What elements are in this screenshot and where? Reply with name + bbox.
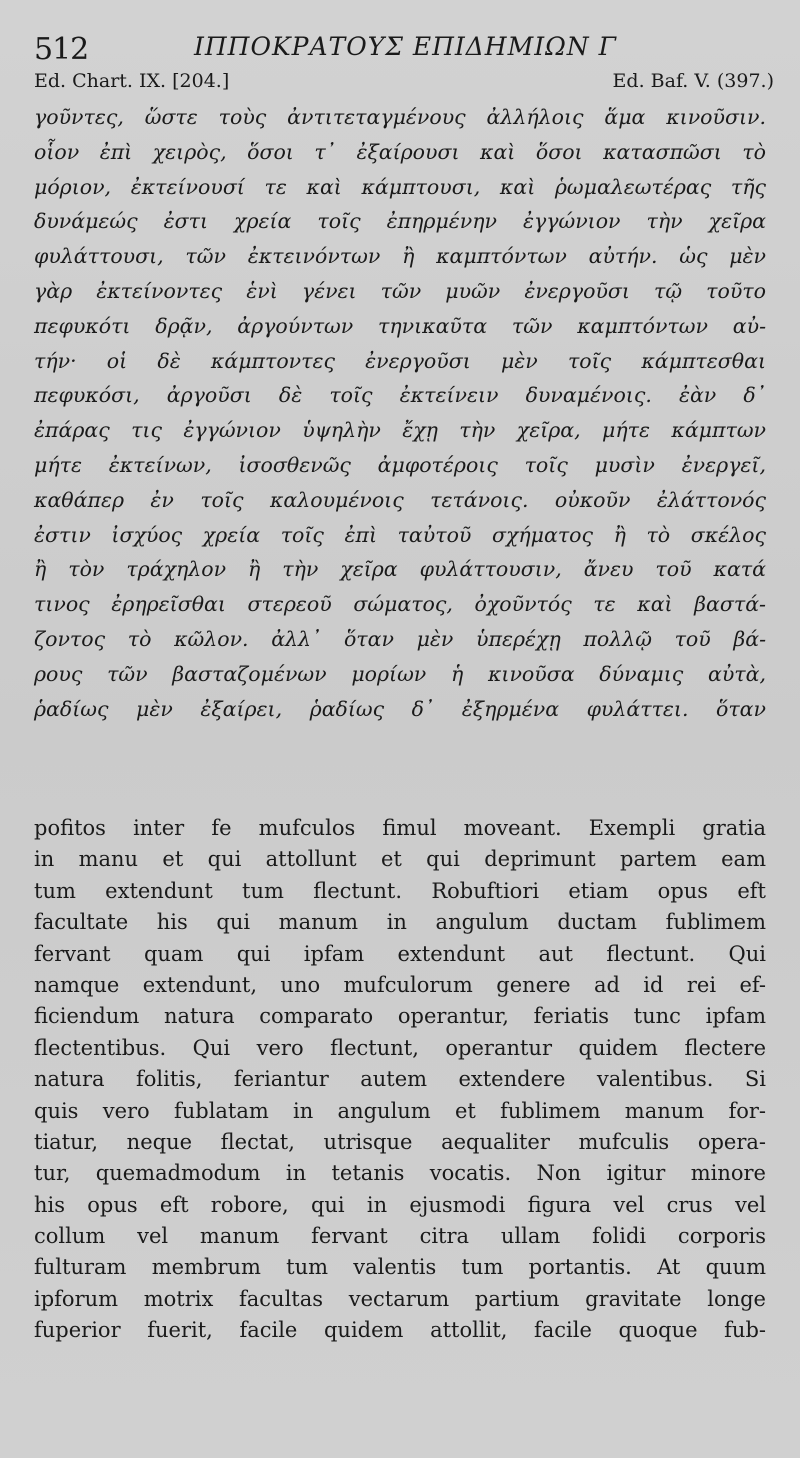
greek-text-line: δυνάμεώς ἐστι χρεία τοῖς ἐπηρμένην ἐγγώνιον τὴν χεῖρα bbox=[34, 209, 766, 234]
latin-text-line: his opus eft robore, qui in ejusmodi figura vel crus vel bbox=[34, 1192, 766, 1217]
latin-text-line: natura folitis, feriantur autem extendere valentibus. Si bbox=[34, 1067, 766, 1092]
latin-text-block bbox=[34, 813, 766, 1347]
greek-text-line: ἐπάρας τις ἐγγώνιον ὑψηλὴν ἔχῃ τὴν χεῖρα, μήτε κάμπτων bbox=[34, 418, 766, 443]
greek-text-line: γοῦντες, ὥστε τοὺς ἀντιτεταγμένους ἀλλήλοις ἅμα κινοῦσιν. bbox=[34, 105, 766, 129]
latin-text-line: in manu et qui attollunt et qui deprimunt partem eam bbox=[34, 847, 766, 872]
latin-text-line: fuperior fuerit, facile quidem attollit, facile quoque fub- bbox=[34, 1318, 766, 1343]
greek-text-line: ἐστιν ἰσχύος χρεία τοῖς ἐπὶ ταὐτοῦ σχήματος ἢ τὸ σκέλος bbox=[34, 522, 766, 547]
greek-text-line: ῥαδίως μὲν ἐξαίρει, ῥαδίως δ᾿ ἐξηρμένα φυλάττει. ὅταν bbox=[34, 696, 766, 721]
greek-text-line: γὰρ ἐκτείνοντες ἑνὶ γένει τῶν μυῶν ἐνεργοῦσι τῷ τοῦτο bbox=[34, 278, 766, 303]
greek-text-line: μόριον, ἐκτείνουσί τε καὶ κάμπτουσι, καὶ ῥωμαλεωτέρας τῆς bbox=[34, 174, 766, 199]
running-title: ΙΠΠΟΚΡΑΤΟΥΣ ΕΠΙΔΗΜΙΩΝ Γ bbox=[194, 32, 617, 61]
greek-text-line: πεφυκόσι, ἀργοῦσι δὲ τοῖς ἐκτείνειν δυναμένοις. ἐὰν δ᾿ bbox=[34, 383, 766, 408]
edition-references bbox=[34, 70, 774, 100]
latin-text-line: pofitos inter fe mufculos fimul moveant. Exempli gratia bbox=[34, 816, 766, 840]
latin-text-line: namque extendunt, uno mufculorum genere ad id rei ef- bbox=[34, 972, 766, 997]
latin-text-line: tum extendunt tum flectunt. Robuftiori etiam opus eft bbox=[34, 878, 766, 903]
greek-text-line: οἷον ἐπὶ χειρὸς, ὅσοι τ᾿ ἐξαίρουσι καὶ ὅσοι κατασπῶσι τὸ bbox=[34, 139, 766, 164]
page-number: 512 bbox=[34, 32, 89, 67]
edition-reference-left: Ed. Chart. IX. [204.] bbox=[34, 70, 230, 92]
latin-text-line: collum vel manum fervant citra ullam folidi corporis bbox=[34, 1224, 766, 1249]
latin-text-line: fulturam membrum tum valentis tum portantis. At quum bbox=[34, 1255, 766, 1280]
greek-text-line: τινος ἐρηρεῖσθαι στερεοῦ σώματος, ὀχοῦντός τε καὶ βαστά- bbox=[34, 592, 766, 617]
latin-text-line: ipforum motrix facultas vectarum partium gravitate longe bbox=[34, 1286, 766, 1311]
greek-text-line: τήν· οἱ δὲ κάμπτοντες ἐνεργοῦσι μὲν τοῖς κάμπτεσθαι bbox=[34, 348, 766, 373]
page-header bbox=[34, 28, 774, 68]
greek-text-line: ρους τῶν βασταζομένων μορίων ἡ κινοῦσα δύναμις αὐτὰ, bbox=[34, 661, 766, 686]
greek-text-line: ζοντος τὸ κῶλον. ἀλλ᾿ ὅταν μὲν ὑπερέχῃ πολλῷ τοῦ βά- bbox=[34, 626, 766, 651]
latin-text-line: quis vero fublatam in angulum et fublimem manum for- bbox=[34, 1098, 766, 1123]
latin-text-line: tur, quemadmodum in tetanis vocatis. Non igitur minore bbox=[34, 1161, 766, 1186]
greek-text-line: ἢ τὸν τράχηλον ἢ τὴν χεῖρα φυλάττουσιν, ἄνευ τοῦ κατά bbox=[34, 557, 766, 582]
latin-text-line: fervant quam qui ipfam extendunt aut flectunt. Qui bbox=[34, 941, 766, 966]
edition-reference-right: Ed. Baf. V. (397.) bbox=[612, 70, 774, 92]
latin-text-line: flectentibus. Qui vero flectunt, operantur quidem flectere bbox=[34, 1035, 766, 1060]
greek-text-line: μήτε ἐκτείνων, ἰσοσθενῶς ἀμφοτέροις τοῖς μυσὶν ἐνεργεῖ, bbox=[34, 452, 766, 477]
latin-text-line: tiatur, neque flectat, utrisque aequaliter mufculis opera- bbox=[34, 1129, 766, 1154]
greek-text-line: φυλάττουσι, τῶν ἐκτεινόντων ἢ καμπτόντων αὐτήν. ὡς μὲν bbox=[34, 244, 766, 269]
latin-text-line: facultate his qui manum in angulum ductam fublimem bbox=[34, 910, 766, 935]
latin-text-line: ficiendum natura comparato operantur, feriatis tunc ipfam bbox=[34, 1004, 766, 1029]
greek-text-block bbox=[34, 100, 766, 726]
greek-text-line: καθάπερ ἐν τοῖς καλουμένοις τετάνοις. οὐκοῦν ἐλάττονός bbox=[34, 487, 766, 512]
greek-text-line: πεφυκότι δρᾷν, ἀργούντων τηνικαῦτα τῶν καμπτόντων αὐ- bbox=[34, 313, 766, 338]
